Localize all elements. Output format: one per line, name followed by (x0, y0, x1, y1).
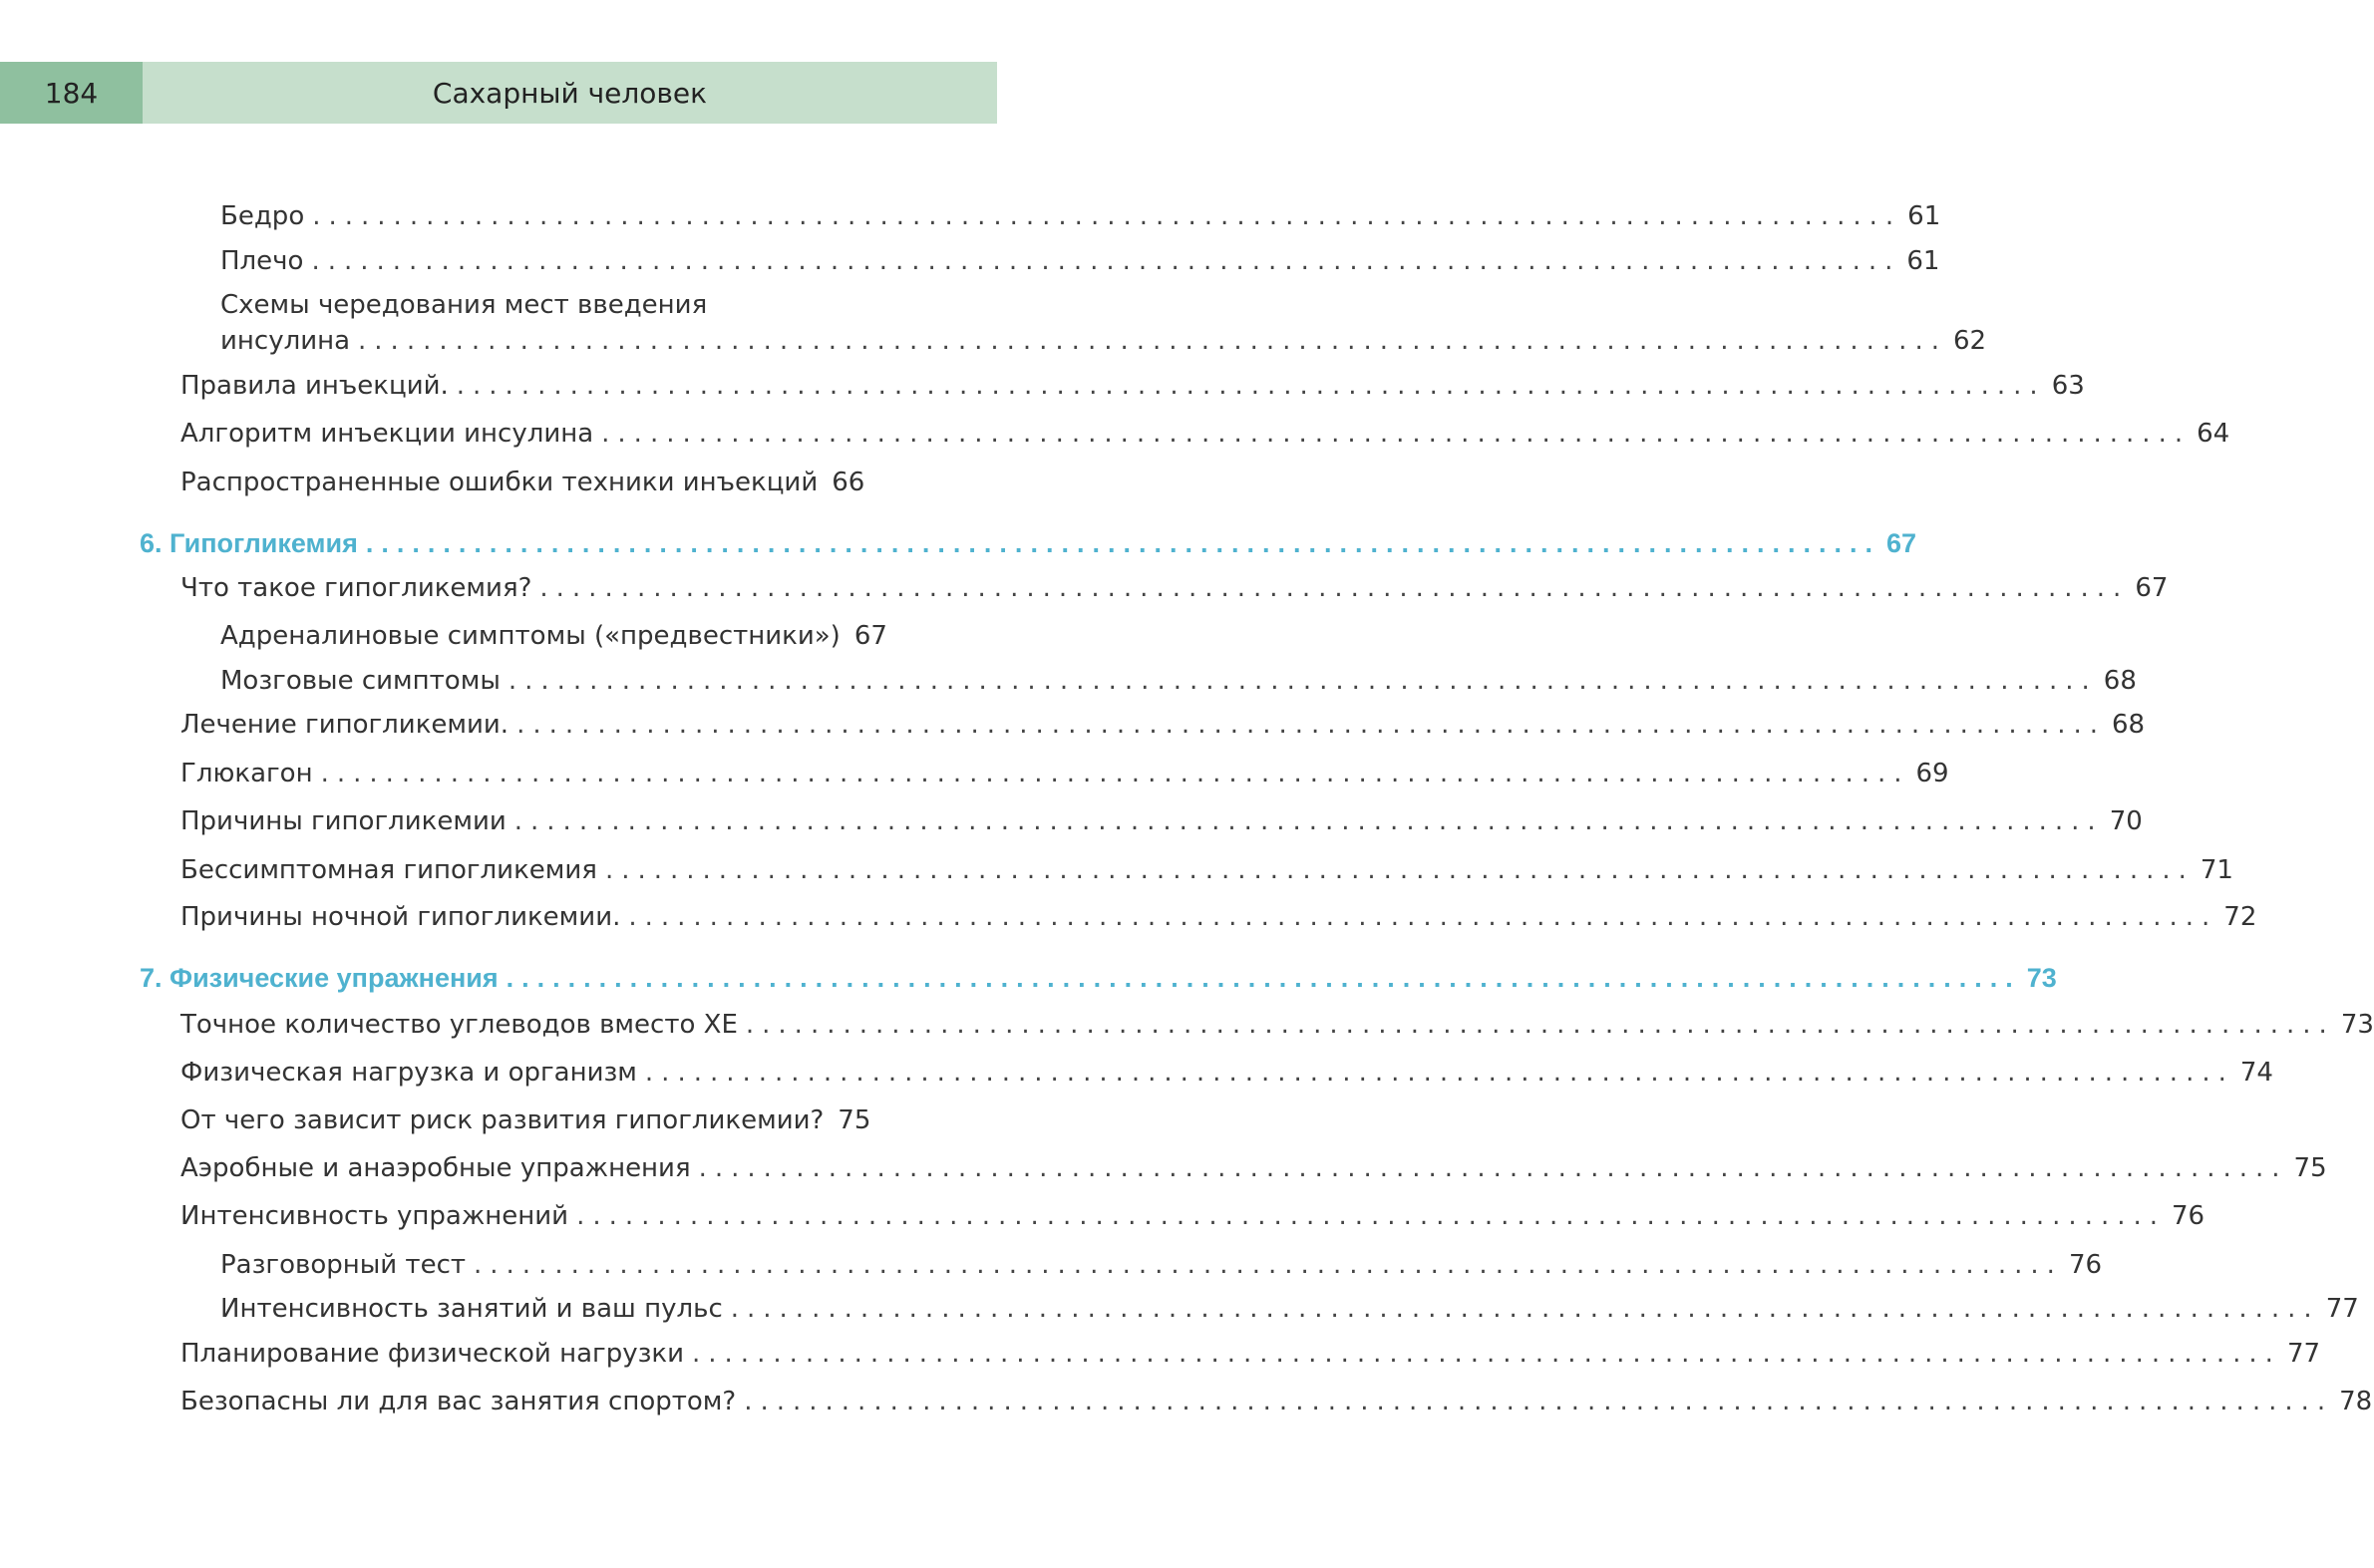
toc-entry-title: Разговорный тест (220, 1250, 467, 1280)
toc-entry[interactable] (180, 570, 2169, 606)
toc-entry[interactable] (220, 618, 887, 654)
toc-entry-page: 78 (2339, 1387, 2373, 1416)
toc-entry-page: 77 (2325, 1294, 2359, 1324)
dot-leader: .................................................................................................. (365, 528, 1881, 558)
toc-entry[interactable] (180, 1007, 2374, 1043)
toc-entry[interactable] (180, 368, 2085, 404)
toc-entry-title: Причины гипогликемии (180, 806, 507, 836)
toc-entry-page: 72 (2223, 902, 2257, 932)
dot-leader: .................................................................................................. (311, 246, 1901, 276)
dot-leader: .................................................................................................. (576, 1201, 2167, 1231)
dot-leader: .................................................................................................. (539, 573, 2130, 603)
page-header (0, 62, 997, 124)
toc-entry-page: 77 (2286, 1339, 2321, 1369)
toc-entry[interactable] (180, 416, 2230, 452)
dot-leader: .................................................................................................. (312, 201, 1902, 231)
toc-entry-page: 76 (2172, 1201, 2205, 1231)
toc-entry[interactable] (180, 1198, 2205, 1234)
toc-entry-page: 75 (2293, 1153, 2327, 1183)
toc-entry-title: От чего зависит риск развития гипогликемии? (180, 1105, 825, 1135)
dot-leader: .................................................................................................. (692, 1339, 2281, 1369)
toc-entry-page: 68 (2112, 710, 2146, 740)
toc-entry-page: 62 (1952, 326, 1987, 356)
dot-leader: .................................................................................................. (644, 1058, 2234, 1088)
toc-chapter[interactable] (140, 525, 1917, 561)
toc-entry[interactable] (180, 756, 1949, 791)
toc-chapter-page: 73 (2026, 963, 2057, 993)
toc-entry-page: 75 (838, 1105, 871, 1135)
toc-entry-title: Плечо (220, 246, 304, 276)
toc-entry[interactable] (180, 1336, 2321, 1372)
dot-leader: .................................................................................................. (516, 710, 2107, 740)
dot-leader: .................................................................................................. (698, 1153, 2288, 1183)
dot-leader: .................................................................................................. (628, 902, 2218, 932)
toc-entry-page: 63 (2051, 371, 2085, 401)
toc-entry-title: Физическая нагрузка и организм (180, 1058, 637, 1088)
toc-entry-page: 69 (1915, 759, 1949, 788)
toc-entry-title: Интенсивность упражнений (180, 1201, 569, 1231)
dot-leader: .................................................................................................. (730, 1294, 2320, 1324)
dot-leader: .................................................................................................. (744, 1387, 2334, 1416)
toc-entry[interactable] (220, 663, 2137, 699)
toc-entry-page: 61 (1906, 246, 1940, 276)
toc-entry-title-line1: Схемы чередования мест введения (220, 290, 708, 320)
toc-entry-page: 64 (2197, 419, 2230, 449)
toc-entry-page: 74 (2239, 1058, 2273, 1088)
toc-entry[interactable] (220, 1291, 2359, 1327)
toc-entry-page: 61 (1907, 201, 1941, 231)
toc-entry-page: 71 (2200, 855, 2233, 885)
dot-leader: .................................................................................................. (513, 806, 2104, 836)
toc-entry-title: Мозговые симптомы (220, 666, 501, 696)
toc-entry-page: 73 (2340, 1010, 2374, 1040)
toc-entry-title: Лечение гипогликемии. (180, 710, 509, 740)
toc-entry[interactable] (180, 465, 865, 500)
toc-entry-title: Причины ночной гипогликемии. (180, 902, 621, 932)
dot-leader: .................................................................................................. (506, 963, 2021, 993)
toc-entry[interactable] (220, 243, 1940, 279)
toc-entry-page: 76 (2068, 1250, 2103, 1280)
toc-entry-title: Глюкагон (180, 759, 313, 788)
toc-entry[interactable] (180, 1150, 2327, 1186)
toc-entry[interactable] (180, 1384, 2373, 1419)
toc-chapter-page: 67 (1886, 528, 1917, 558)
toc-entry-title: Алгоритм инъекции инсулина (180, 419, 594, 449)
dot-leader: .................................................................................................. (604, 855, 2195, 885)
dot-leader: .................................................................................................. (320, 759, 1910, 788)
dot-leader: .................................................................................................. (508, 666, 2098, 696)
toc-entry-page: 70 (2109, 806, 2143, 836)
toc-entry[interactable] (180, 1102, 871, 1138)
toc-entry[interactable] (180, 852, 2233, 888)
toc-entry-title: Распространенные ошибки техники инъекций (180, 468, 819, 497)
toc-entry-page: 67 (2135, 573, 2169, 603)
toc-entry-title: Бедро (220, 201, 305, 231)
toc-entry[interactable] (220, 323, 1987, 359)
toc-chapter-title: 6. Гипогликемия (140, 528, 358, 558)
toc-entry-title: Бессимптомная гипогликемия (180, 855, 597, 885)
toc-entry-title: Правила инъекций. (180, 371, 449, 401)
toc-entry-title: Адреналиновые симптомы («предвестники») (220, 621, 841, 651)
toc-entry-page: 68 (2103, 666, 2137, 696)
running-title: Сахарный человек (432, 76, 708, 110)
dot-leader: .................................................................................................. (358, 326, 1947, 356)
toc-entry[interactable] (180, 899, 2257, 935)
dot-leader: .................................................................................................. (456, 371, 2046, 401)
toc-entry-page: 67 (853, 621, 887, 651)
toc-entry-title: Безопасны ли для вас занятия спортом? (180, 1387, 737, 1416)
dot-leader: .................................................................................................. (745, 1010, 2335, 1040)
page-number: 184 (0, 62, 143, 124)
toc-chapter[interactable] (140, 960, 2057, 996)
toc-entry-title: Что такое гипогликемия? (180, 573, 532, 603)
toc-entry[interactable] (180, 803, 2143, 839)
toc-entry[interactable] (180, 1055, 2273, 1091)
toc-entry-title: Планирование физической нагрузки (180, 1339, 685, 1369)
toc-entry-title: Точное количество углеводов вместо ХЕ (180, 1010, 738, 1040)
toc-entry[interactable] (220, 198, 1941, 234)
toc-entry-title: Интенсивность занятий и ваш пульс (220, 1294, 723, 1324)
toc-entry-title: Аэробные и анаэробные упражнения (180, 1153, 691, 1183)
toc-chapter-title: 7. Физические упражнения (140, 963, 499, 993)
toc-entry-page: 66 (832, 468, 865, 497)
toc-entry[interactable] (220, 1247, 2103, 1283)
toc-entry[interactable] (180, 707, 2146, 743)
dot-leader: .................................................................................................. (601, 419, 2192, 449)
dot-leader: .................................................................................................. (474, 1250, 2063, 1280)
toc-entry-title: инсулина (220, 326, 351, 356)
